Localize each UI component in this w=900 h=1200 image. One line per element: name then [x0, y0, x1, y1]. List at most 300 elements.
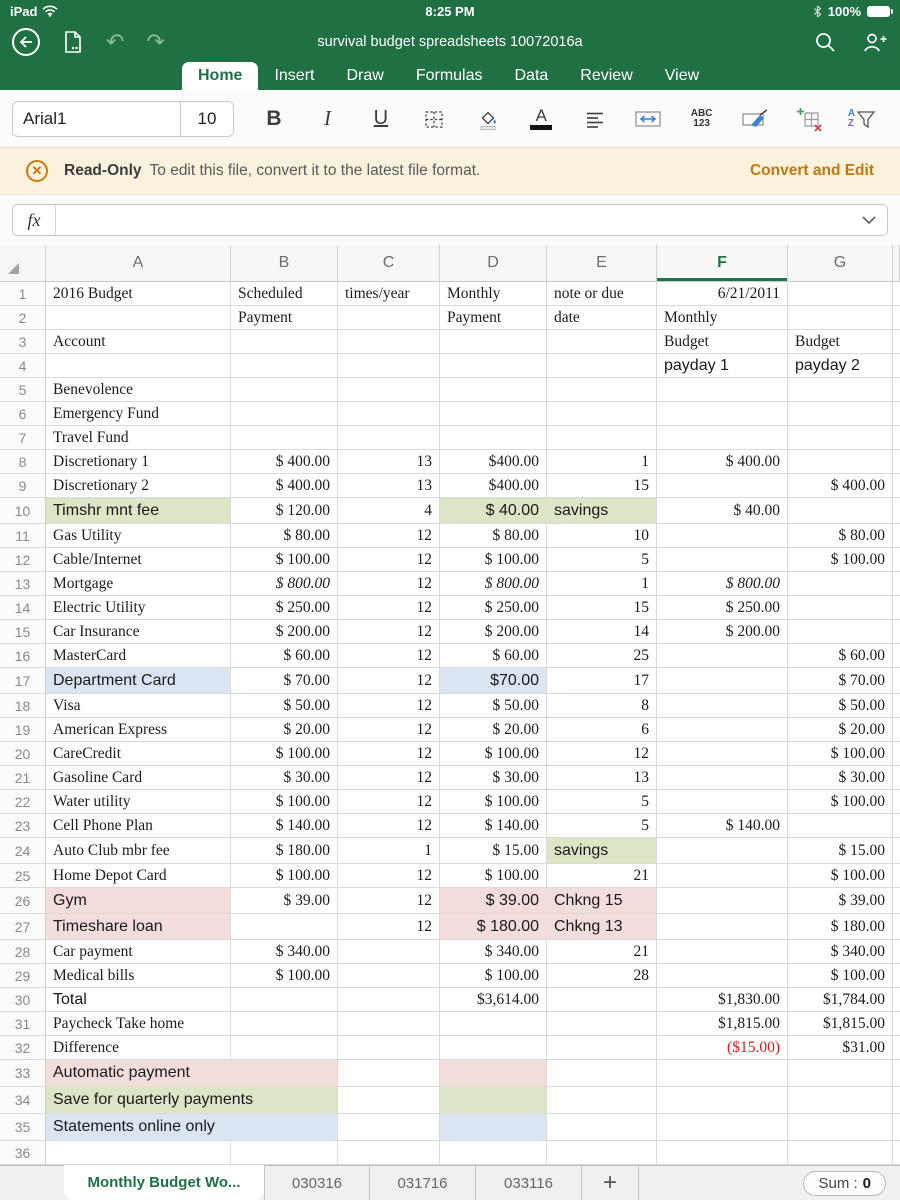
cell-C12[interactable]: 12 — [338, 548, 440, 572]
cell-A15[interactable]: Car Insurance — [46, 620, 231, 644]
row-number-9[interactable]: 9 — [0, 474, 46, 498]
font-size[interactable]: 10 — [197, 108, 217, 128]
cell-F12[interactable] — [657, 548, 788, 572]
cell-A4[interactable] — [46, 354, 231, 378]
cell-F10[interactable]: $ 40.00 — [657, 498, 788, 524]
row-number-8[interactable]: 8 — [0, 450, 46, 474]
cell-A33[interactable]: Automatic payment — [46, 1060, 338, 1087]
bold-button[interactable] — [252, 99, 296, 139]
row-number-4[interactable]: 4 — [0, 354, 46, 378]
undo-icon[interactable]: ↶ — [106, 29, 125, 54]
cell-F25[interactable] — [657, 864, 788, 888]
cell-D10[interactable]: $ 40.00 — [440, 498, 547, 524]
cell-C36[interactable] — [338, 1141, 440, 1165]
row-number-36[interactable]: 36 — [0, 1141, 46, 1165]
cell-E25[interactable]: 21 — [547, 864, 657, 888]
cell-F5[interactable] — [657, 378, 788, 402]
cell-E10[interactable]: savings — [547, 498, 657, 524]
cell-C18[interactable]: 12 — [338, 694, 440, 718]
cell-E28[interactable]: 21 — [547, 940, 657, 964]
cell-A2[interactable] — [46, 306, 231, 330]
cell-D7[interactable] — [440, 426, 547, 450]
cell-F8[interactable]: $ 400.00 — [657, 450, 788, 474]
row-number-24[interactable]: 24 — [0, 838, 46, 864]
cell-E14[interactable]: 15 — [547, 596, 657, 620]
cell-A8[interactable]: Discretionary 1 — [46, 450, 231, 474]
cell-E9[interactable]: 15 — [547, 474, 657, 498]
cell-B30[interactable] — [231, 988, 338, 1012]
cell-E21[interactable]: 13 — [547, 766, 657, 790]
cell-G20[interactable]: $ 100.00 — [788, 742, 893, 766]
column-header-E[interactable]: E — [547, 245, 657, 281]
font-color-button[interactable] — [519, 99, 563, 139]
cell-E5[interactable] — [547, 378, 657, 402]
cell-A28[interactable]: Car payment — [46, 940, 231, 964]
formula-input[interactable] — [56, 205, 851, 235]
cell-B13[interactable]: $ 800.00 — [231, 572, 338, 596]
column-header-A[interactable]: A — [46, 245, 231, 281]
cell-C35[interactable] — [338, 1114, 440, 1141]
cell-D11[interactable]: $ 80.00 — [440, 524, 547, 548]
cell-B8[interactable]: $ 400.00 — [231, 450, 338, 474]
row-number-30[interactable]: 30 — [0, 988, 46, 1012]
row-number-29[interactable]: 29 — [0, 964, 46, 988]
cell-G10[interactable] — [788, 498, 893, 524]
cell-C23[interactable]: 12 — [338, 814, 440, 838]
cell-E33[interactable] — [547, 1060, 657, 1087]
number-format-button[interactable] — [680, 99, 724, 139]
column-header-C[interactable]: C — [338, 245, 440, 281]
cell-B21[interactable]: $ 30.00 — [231, 766, 338, 790]
cell-C14[interactable]: 12 — [338, 596, 440, 620]
cell-E6[interactable] — [547, 402, 657, 426]
cell-F19[interactable] — [657, 718, 788, 742]
cell-C19[interactable]: 12 — [338, 718, 440, 742]
cell-F33[interactable] — [657, 1060, 788, 1087]
cell-F22[interactable] — [657, 790, 788, 814]
cell-B27[interactable] — [231, 914, 338, 940]
cell-E32[interactable] — [547, 1036, 657, 1060]
cell-G33[interactable] — [788, 1060, 893, 1087]
font-picker[interactable] — [12, 101, 234, 137]
cell-B14[interactable]: $ 250.00 — [231, 596, 338, 620]
cell-C24[interactable]: 1 — [338, 838, 440, 864]
cell-E36[interactable] — [547, 1141, 657, 1165]
cell-E19[interactable]: 6 — [547, 718, 657, 742]
cell-D27[interactable]: $ 180.00 — [440, 914, 547, 940]
sort-filter-button[interactable] — [840, 99, 884, 139]
cell-E12[interactable]: 5 — [547, 548, 657, 572]
cell-F24[interactable] — [657, 838, 788, 864]
cell-C1[interactable]: times/year — [338, 282, 440, 306]
cell-A29[interactable]: Medical bills — [46, 964, 231, 988]
cell-G13[interactable] — [788, 572, 893, 596]
cell-D32[interactable] — [440, 1036, 547, 1060]
cell-C32[interactable] — [338, 1036, 440, 1060]
row-number-28[interactable]: 28 — [0, 940, 46, 964]
cell-D21[interactable]: $ 30.00 — [440, 766, 547, 790]
font-name[interactable]: Arial1 — [23, 108, 67, 128]
cell-E16[interactable]: 25 — [547, 644, 657, 668]
cell-B1[interactable]: Scheduled — [231, 282, 338, 306]
cell-C27[interactable]: 12 — [338, 914, 440, 940]
cell-C11[interactable]: 12 — [338, 524, 440, 548]
cell-A30[interactable]: Total — [46, 988, 231, 1012]
cell-D18[interactable]: $ 50.00 — [440, 694, 547, 718]
cell-A21[interactable]: Gasoline Card — [46, 766, 231, 790]
cell-A7[interactable]: Travel Fund — [46, 426, 231, 450]
cell-F2[interactable]: Monthly — [657, 306, 788, 330]
row-number-2[interactable]: 2 — [0, 306, 46, 330]
cell-C26[interactable]: 12 — [338, 888, 440, 914]
cell-C33[interactable] — [338, 1060, 440, 1087]
cell-G27[interactable]: $ 180.00 — [788, 914, 893, 940]
cell-A35[interactable]: Statements online only — [46, 1114, 338, 1141]
cell-D16[interactable]: $ 60.00 — [440, 644, 547, 668]
cell-D2[interactable]: Payment — [440, 306, 547, 330]
cell-B11[interactable]: $ 80.00 — [231, 524, 338, 548]
cell-G1[interactable] — [788, 282, 893, 306]
cell-G30[interactable]: $1,784.00 — [788, 988, 893, 1012]
row-number-12[interactable]: 12 — [0, 548, 46, 572]
fill-color-button[interactable] — [466, 99, 510, 139]
cell-B31[interactable] — [231, 1012, 338, 1036]
cell-B10[interactable]: $ 120.00 — [231, 498, 338, 524]
borders-button[interactable] — [412, 99, 456, 139]
cell-A31[interactable]: Paycheck Take home — [46, 1012, 231, 1036]
cell-B3[interactable] — [231, 330, 338, 354]
cell-B7[interactable] — [231, 426, 338, 450]
cell-G11[interactable]: $ 80.00 — [788, 524, 893, 548]
cell-F26[interactable] — [657, 888, 788, 914]
cell-C9[interactable]: 13 — [338, 474, 440, 498]
cell-F35[interactable] — [657, 1114, 788, 1141]
cell-G35[interactable] — [788, 1114, 893, 1141]
cell-E18[interactable]: 8 — [547, 694, 657, 718]
cell-B9[interactable]: $ 400.00 — [231, 474, 338, 498]
cell-G16[interactable]: $ 60.00 — [788, 644, 893, 668]
cell-C5[interactable] — [338, 378, 440, 402]
cell-D6[interactable] — [440, 402, 547, 426]
cell-C4[interactable] — [338, 354, 440, 378]
cell-D29[interactable]: $ 100.00 — [440, 964, 547, 988]
cell-D26[interactable]: $ 39.00 — [440, 888, 547, 914]
cell-E3[interactable] — [547, 330, 657, 354]
row-number-13[interactable]: 13 — [0, 572, 46, 596]
cell-B6[interactable] — [231, 402, 338, 426]
convert-and-edit-button[interactable]: Convert and Edit — [749, 162, 874, 179]
cell-F21[interactable] — [657, 766, 788, 790]
column-header-F[interactable]: F — [657, 245, 788, 281]
cell-B12[interactable]: $ 100.00 — [231, 548, 338, 572]
redo-icon[interactable]: ↷ — [146, 29, 165, 54]
cell-F31[interactable]: $1,815.00 — [657, 1012, 788, 1036]
cell-A36[interactable] — [46, 1141, 231, 1165]
search-icon[interactable] — [814, 31, 836, 53]
cell-A10[interactable]: Timshr mnt fee — [46, 498, 231, 524]
cell-C28[interactable] — [338, 940, 440, 964]
cell-F27[interactable] — [657, 914, 788, 940]
cell-G23[interactable] — [788, 814, 893, 838]
cell-B2[interactable]: Payment — [231, 306, 338, 330]
cell-A32[interactable]: Difference — [46, 1036, 231, 1060]
cell-E11[interactable]: 10 — [547, 524, 657, 548]
cell-A24[interactable]: Auto Club mbr fee — [46, 838, 231, 864]
column-header-D[interactable]: D — [440, 245, 547, 281]
row-number-10[interactable]: 10 — [0, 498, 46, 524]
cell-E23[interactable]: 5 — [547, 814, 657, 838]
cell-A25[interactable]: Home Depot Card — [46, 864, 231, 888]
cell-G6[interactable] — [788, 402, 893, 426]
cell-A23[interactable]: Cell Phone Plan — [46, 814, 231, 838]
cell-F36[interactable] — [657, 1141, 788, 1165]
row-number-33[interactable]: 33 — [0, 1060, 46, 1087]
cell-B32[interactable] — [231, 1036, 338, 1060]
row-number-17[interactable]: 17 — [0, 668, 46, 694]
cell-G18[interactable]: $ 50.00 — [788, 694, 893, 718]
row-number-34[interactable]: 34 — [0, 1087, 46, 1114]
cell-E26[interactable]: Chkng 15 — [547, 888, 657, 914]
row-number-6[interactable]: 6 — [0, 402, 46, 426]
cell-A12[interactable]: Cable/Internet — [46, 548, 231, 572]
cell-D30[interactable]: $3,614.00 — [440, 988, 547, 1012]
cell-G2[interactable] — [788, 306, 893, 330]
sheet-tab-030316[interactable]: 030316 — [264, 1166, 370, 1200]
cell-D5[interactable] — [440, 378, 547, 402]
cell-F7[interactable] — [657, 426, 788, 450]
cell-A34[interactable]: Save for quarterly payments — [46, 1087, 338, 1114]
cell-E2[interactable]: date — [547, 306, 657, 330]
select-all-corner[interactable] — [0, 245, 46, 281]
cell-D34[interactable] — [440, 1087, 547, 1114]
cell-G8[interactable] — [788, 450, 893, 474]
cell-B5[interactable] — [231, 378, 338, 402]
cell-B36[interactable] — [231, 1141, 338, 1165]
tab-insert[interactable]: Insert — [274, 67, 315, 84]
cell-D3[interactable] — [440, 330, 547, 354]
cell-A5[interactable]: Benevolence — [46, 378, 231, 402]
row-number-27[interactable]: 27 — [0, 914, 46, 940]
cell-E8[interactable]: 1 — [547, 450, 657, 474]
cell-G19[interactable]: $ 20.00 — [788, 718, 893, 742]
cell-G3[interactable]: Budget — [788, 330, 893, 354]
align-button[interactable] — [573, 99, 617, 139]
cell-D24[interactable]: $ 15.00 — [440, 838, 547, 864]
insert-delete-cells-button[interactable] — [787, 99, 831, 139]
cell-G36[interactable] — [788, 1141, 893, 1165]
cell-E15[interactable]: 14 — [547, 620, 657, 644]
cell-F17[interactable] — [657, 668, 788, 694]
row-number-23[interactable]: 23 — [0, 814, 46, 838]
row-number-26[interactable]: 26 — [0, 888, 46, 914]
cell-G21[interactable]: $ 30.00 — [788, 766, 893, 790]
row-number-22[interactable]: 22 — [0, 790, 46, 814]
cell-F23[interactable]: $ 140.00 — [657, 814, 788, 838]
cell-B4[interactable] — [231, 354, 338, 378]
cell-B16[interactable]: $ 60.00 — [231, 644, 338, 668]
cell-G4[interactable]: payday 2 — [788, 354, 893, 378]
row-number-14[interactable]: 14 — [0, 596, 46, 620]
cell-E29[interactable]: 28 — [547, 964, 657, 988]
back-button[interactable] — [12, 28, 40, 56]
cell-F11[interactable] — [657, 524, 788, 548]
cell-B25[interactable]: $ 100.00 — [231, 864, 338, 888]
cell-D28[interactable]: $ 340.00 — [440, 940, 547, 964]
cell-C13[interactable]: 12 — [338, 572, 440, 596]
cell-C25[interactable]: 12 — [338, 864, 440, 888]
cell-F9[interactable] — [657, 474, 788, 498]
cell-G5[interactable] — [788, 378, 893, 402]
cell-G31[interactable]: $1,815.00 — [788, 1012, 893, 1036]
cell-B24[interactable]: $ 180.00 — [231, 838, 338, 864]
cell-C31[interactable] — [338, 1012, 440, 1036]
cell-C15[interactable]: 12 — [338, 620, 440, 644]
cell-A22[interactable]: Water utility — [46, 790, 231, 814]
cell-A18[interactable]: Visa — [46, 694, 231, 718]
row-number-20[interactable]: 20 — [0, 742, 46, 766]
cell-F18[interactable] — [657, 694, 788, 718]
row-number-35[interactable]: 35 — [0, 1114, 46, 1141]
cell-D8[interactable]: $400.00 — [440, 450, 547, 474]
cell-G25[interactable]: $ 100.00 — [788, 864, 893, 888]
cell-A13[interactable]: Mortgage — [46, 572, 231, 596]
cell-C16[interactable]: 12 — [338, 644, 440, 668]
tab-review[interactable]: Review — [580, 67, 633, 84]
column-header-B[interactable]: B — [231, 245, 338, 281]
cell-B15[interactable]: $ 200.00 — [231, 620, 338, 644]
cell-G7[interactable] — [788, 426, 893, 450]
cell-E27[interactable]: Chkng 13 — [547, 914, 657, 940]
cell-E24[interactable]: savings — [547, 838, 657, 864]
cell-D15[interactable]: $ 200.00 — [440, 620, 547, 644]
cell-C17[interactable]: 12 — [338, 668, 440, 694]
cell-D35[interactable] — [440, 1114, 547, 1141]
cell-E30[interactable] — [547, 988, 657, 1012]
cell-E4[interactable] — [547, 354, 657, 378]
cell-D23[interactable]: $ 140.00 — [440, 814, 547, 838]
row-number-31[interactable]: 31 — [0, 1012, 46, 1036]
cell-C29[interactable] — [338, 964, 440, 988]
cell-G34[interactable] — [788, 1087, 893, 1114]
cell-C34[interactable] — [338, 1087, 440, 1114]
sum-indicator[interactable] — [803, 1171, 886, 1196]
cell-G26[interactable]: $ 39.00 — [788, 888, 893, 914]
cell-A3[interactable]: Account — [46, 330, 231, 354]
row-number-16[interactable]: 16 — [0, 644, 46, 668]
cell-A19[interactable]: American Express — [46, 718, 231, 742]
cell-C3[interactable] — [338, 330, 440, 354]
cell-E13[interactable]: 1 — [547, 572, 657, 596]
row-number-19[interactable]: 19 — [0, 718, 46, 742]
cell-F1[interactable]: 6/21/2011 — [657, 282, 788, 306]
cell-A20[interactable]: CareCredit — [46, 742, 231, 766]
cell-A11[interactable]: Gas Utility — [46, 524, 231, 548]
cell-F34[interactable] — [657, 1087, 788, 1114]
cell-D31[interactable] — [440, 1012, 547, 1036]
cell-A27[interactable]: Timeshare loan — [46, 914, 231, 940]
sheet-tab-monthly-budget-wo-[interactable]: Monthly Budget Wo... — [64, 1165, 264, 1200]
cell-G32[interactable]: $31.00 — [788, 1036, 893, 1060]
cell-F14[interactable]: $ 250.00 — [657, 596, 788, 620]
italic-button[interactable] — [305, 99, 349, 139]
cell-F28[interactable] — [657, 940, 788, 964]
chevron-down-icon[interactable] — [851, 215, 887, 225]
tab-formulas[interactable]: Formulas — [415, 67, 483, 84]
cell-C8[interactable]: 13 — [338, 450, 440, 474]
cell-C30[interactable] — [338, 988, 440, 1012]
merge-cells-button[interactable] — [626, 99, 670, 139]
column-header-G[interactable]: G — [788, 245, 893, 281]
cell-D36[interactable] — [440, 1141, 547, 1165]
file-button[interactable] — [62, 30, 84, 54]
cell-D22[interactable]: $ 100.00 — [440, 790, 547, 814]
row-number-18[interactable]: 18 — [0, 694, 46, 718]
cell-F15[interactable]: $ 200.00 — [657, 620, 788, 644]
cell-E34[interactable] — [547, 1087, 657, 1114]
cell-G12[interactable]: $ 100.00 — [788, 548, 893, 572]
row-number-21[interactable]: 21 — [0, 766, 46, 790]
row-number-1[interactable]: 1 — [0, 282, 46, 306]
row-number-7[interactable]: 7 — [0, 426, 46, 450]
row-number-11[interactable]: 11 — [0, 524, 46, 548]
cell-C7[interactable] — [338, 426, 440, 450]
cell-F13[interactable]: $ 800.00 — [657, 572, 788, 596]
cell-C6[interactable] — [338, 402, 440, 426]
cell-G17[interactable]: $ 70.00 — [788, 668, 893, 694]
cell-B19[interactable]: $ 20.00 — [231, 718, 338, 742]
cell-E35[interactable] — [547, 1114, 657, 1141]
cell-F16[interactable] — [657, 644, 788, 668]
cell-C21[interactable]: 12 — [338, 766, 440, 790]
cell-F32[interactable]: ($15.00) — [657, 1036, 788, 1060]
cell-C22[interactable]: 12 — [338, 790, 440, 814]
cell-B28[interactable]: $ 340.00 — [231, 940, 338, 964]
row-number-25[interactable]: 25 — [0, 864, 46, 888]
row-number-32[interactable]: 32 — [0, 1036, 46, 1060]
cell-A14[interactable]: Electric Utility — [46, 596, 231, 620]
cell-F3[interactable]: Budget — [657, 330, 788, 354]
underline-button[interactable] — [359, 99, 403, 139]
cell-B18[interactable]: $ 50.00 — [231, 694, 338, 718]
tab-home[interactable]: Home — [182, 62, 258, 90]
cell-F6[interactable] — [657, 402, 788, 426]
cell-B20[interactable]: $ 100.00 — [231, 742, 338, 766]
cell-D9[interactable]: $400.00 — [440, 474, 547, 498]
cell-A17[interactable]: Department Card — [46, 668, 231, 694]
cell-C10[interactable]: 4 — [338, 498, 440, 524]
cell-D14[interactable]: $ 250.00 — [440, 596, 547, 620]
cell-A9[interactable]: Discretionary 2 — [46, 474, 231, 498]
cell-G15[interactable] — [788, 620, 893, 644]
tab-draw[interactable]: Draw — [346, 67, 384, 84]
cell-F20[interactable] — [657, 742, 788, 766]
cell-D4[interactable] — [440, 354, 547, 378]
row-number-3[interactable]: 3 — [0, 330, 46, 354]
share-person-add-icon[interactable] — [862, 31, 888, 53]
cell-E7[interactable] — [547, 426, 657, 450]
cell-F30[interactable]: $1,830.00 — [657, 988, 788, 1012]
cell-B26[interactable]: $ 39.00 — [231, 888, 338, 914]
cell-E17[interactable]: 17 — [547, 668, 657, 694]
cell-A16[interactable]: MasterCard — [46, 644, 231, 668]
add-sheet-button[interactable]: + — [582, 1166, 639, 1200]
cell-F4[interactable]: payday 1 — [657, 354, 788, 378]
cell-D20[interactable]: $ 100.00 — [440, 742, 547, 766]
cell-styles-button[interactable] — [733, 99, 777, 139]
sheet-tab-031716[interactable]: 031716 — [370, 1166, 476, 1200]
tab-view[interactable]: View — [664, 67, 700, 84]
row-number-5[interactable]: 5 — [0, 378, 46, 402]
